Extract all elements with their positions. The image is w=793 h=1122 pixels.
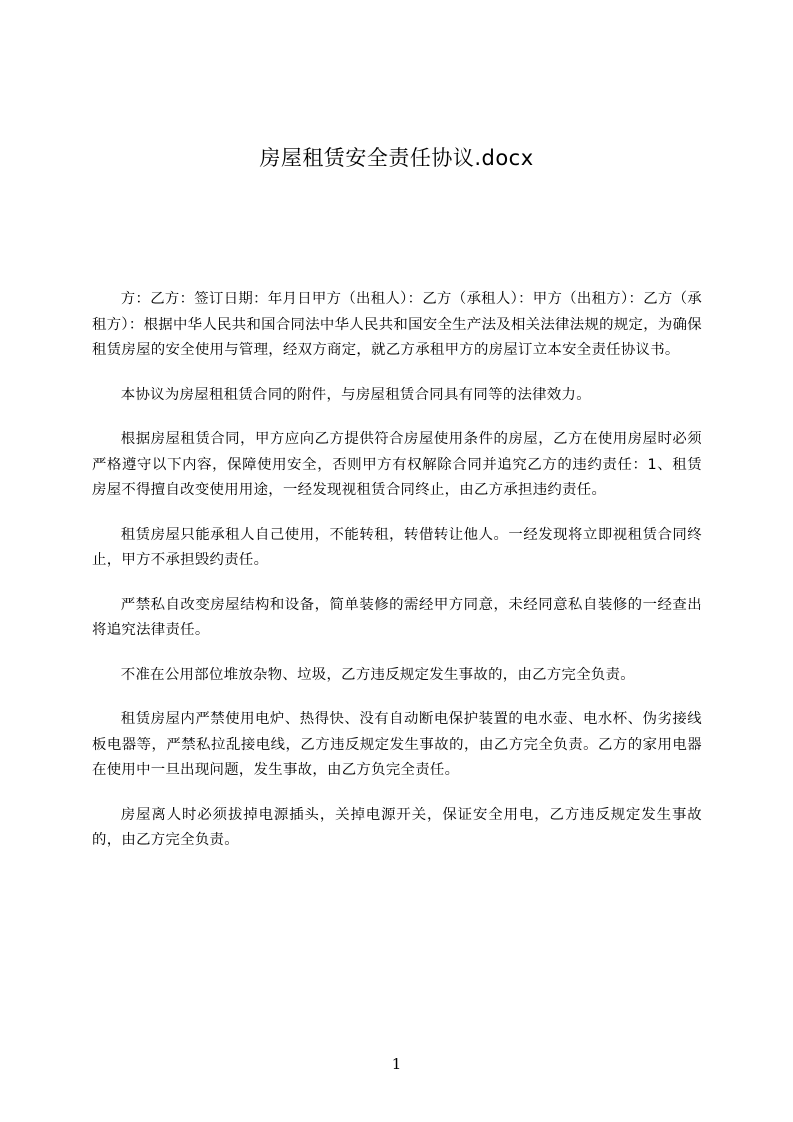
paragraph-parties-preamble: 方：乙方：签订日期：年月日甲方（出租人）：乙方（承租人）：甲方（出租方）：乙方（承租方）：根据中华人民共和国合同法中华人民共和国安全生产法及相关法律法规的规定，为确保租赁房屋的安全使用与管理，经双方商定，就乙方承租甲方的房屋订立本安全责任协议书。 <box>92 291 702 358</box>
paragraph-usage-obligations: 根据房屋租赁合同，甲方应向乙方提供符合房屋使用条件的房屋，乙方在使用房屋时必须严格遵守以下内容，保障使用安全，否则甲方有权解除合同并追究乙方的违约责任：1、租赁房屋不得擅自改变使用用途，一经发现视租赁合同终止，由乙方承担违约责任。 <box>92 431 702 498</box>
page-number: 1 <box>391 1055 402 1073</box>
paragraph-power-off: 房屋离人时必须拔掉电源插头，关掉电源开关，保证安全用电，乙方违反规定发生事故的，由乙方完全负责。 <box>92 806 702 848</box>
paragraph-public-areas: 不准在公用部位堆放杂物、垃圾，乙方违反规定发生事故的，由乙方完全负责。 <box>120 666 635 683</box>
paragraph-legal-effect: 本协议为房屋租租赁合同的附件，与房屋租赁合同具有同等的法律效力。 <box>120 386 591 403</box>
document-body <box>92 287 702 997</box>
paragraph-no-structural-changes: 严禁私自改变房屋结构和设备，简单装修的需经甲方同意，未经同意私自装修的一经查出将追究法律责任。 <box>92 596 702 638</box>
document-title: 房屋租赁安全责任协议.docx <box>259 146 534 170</box>
paragraph-no-sublease: 租赁房屋只能承租人自己使用，不能转租，转借转让他人。一经发现将立即视租赁合同终止，甲方不承担毁约责任。 <box>92 526 702 568</box>
paragraph-electrical-safety: 租赁房屋内严禁使用电炉、热得快、没有自动断电保护装置的电水壶、电水杯、伪劣接线板电器等，严禁私拉乱接电线，乙方违反规定发生事故的，由乙方完全负责。乙方的家用电器在使用中一旦出现问题，发生事故，由乙方负完全责任。 <box>92 711 702 778</box>
